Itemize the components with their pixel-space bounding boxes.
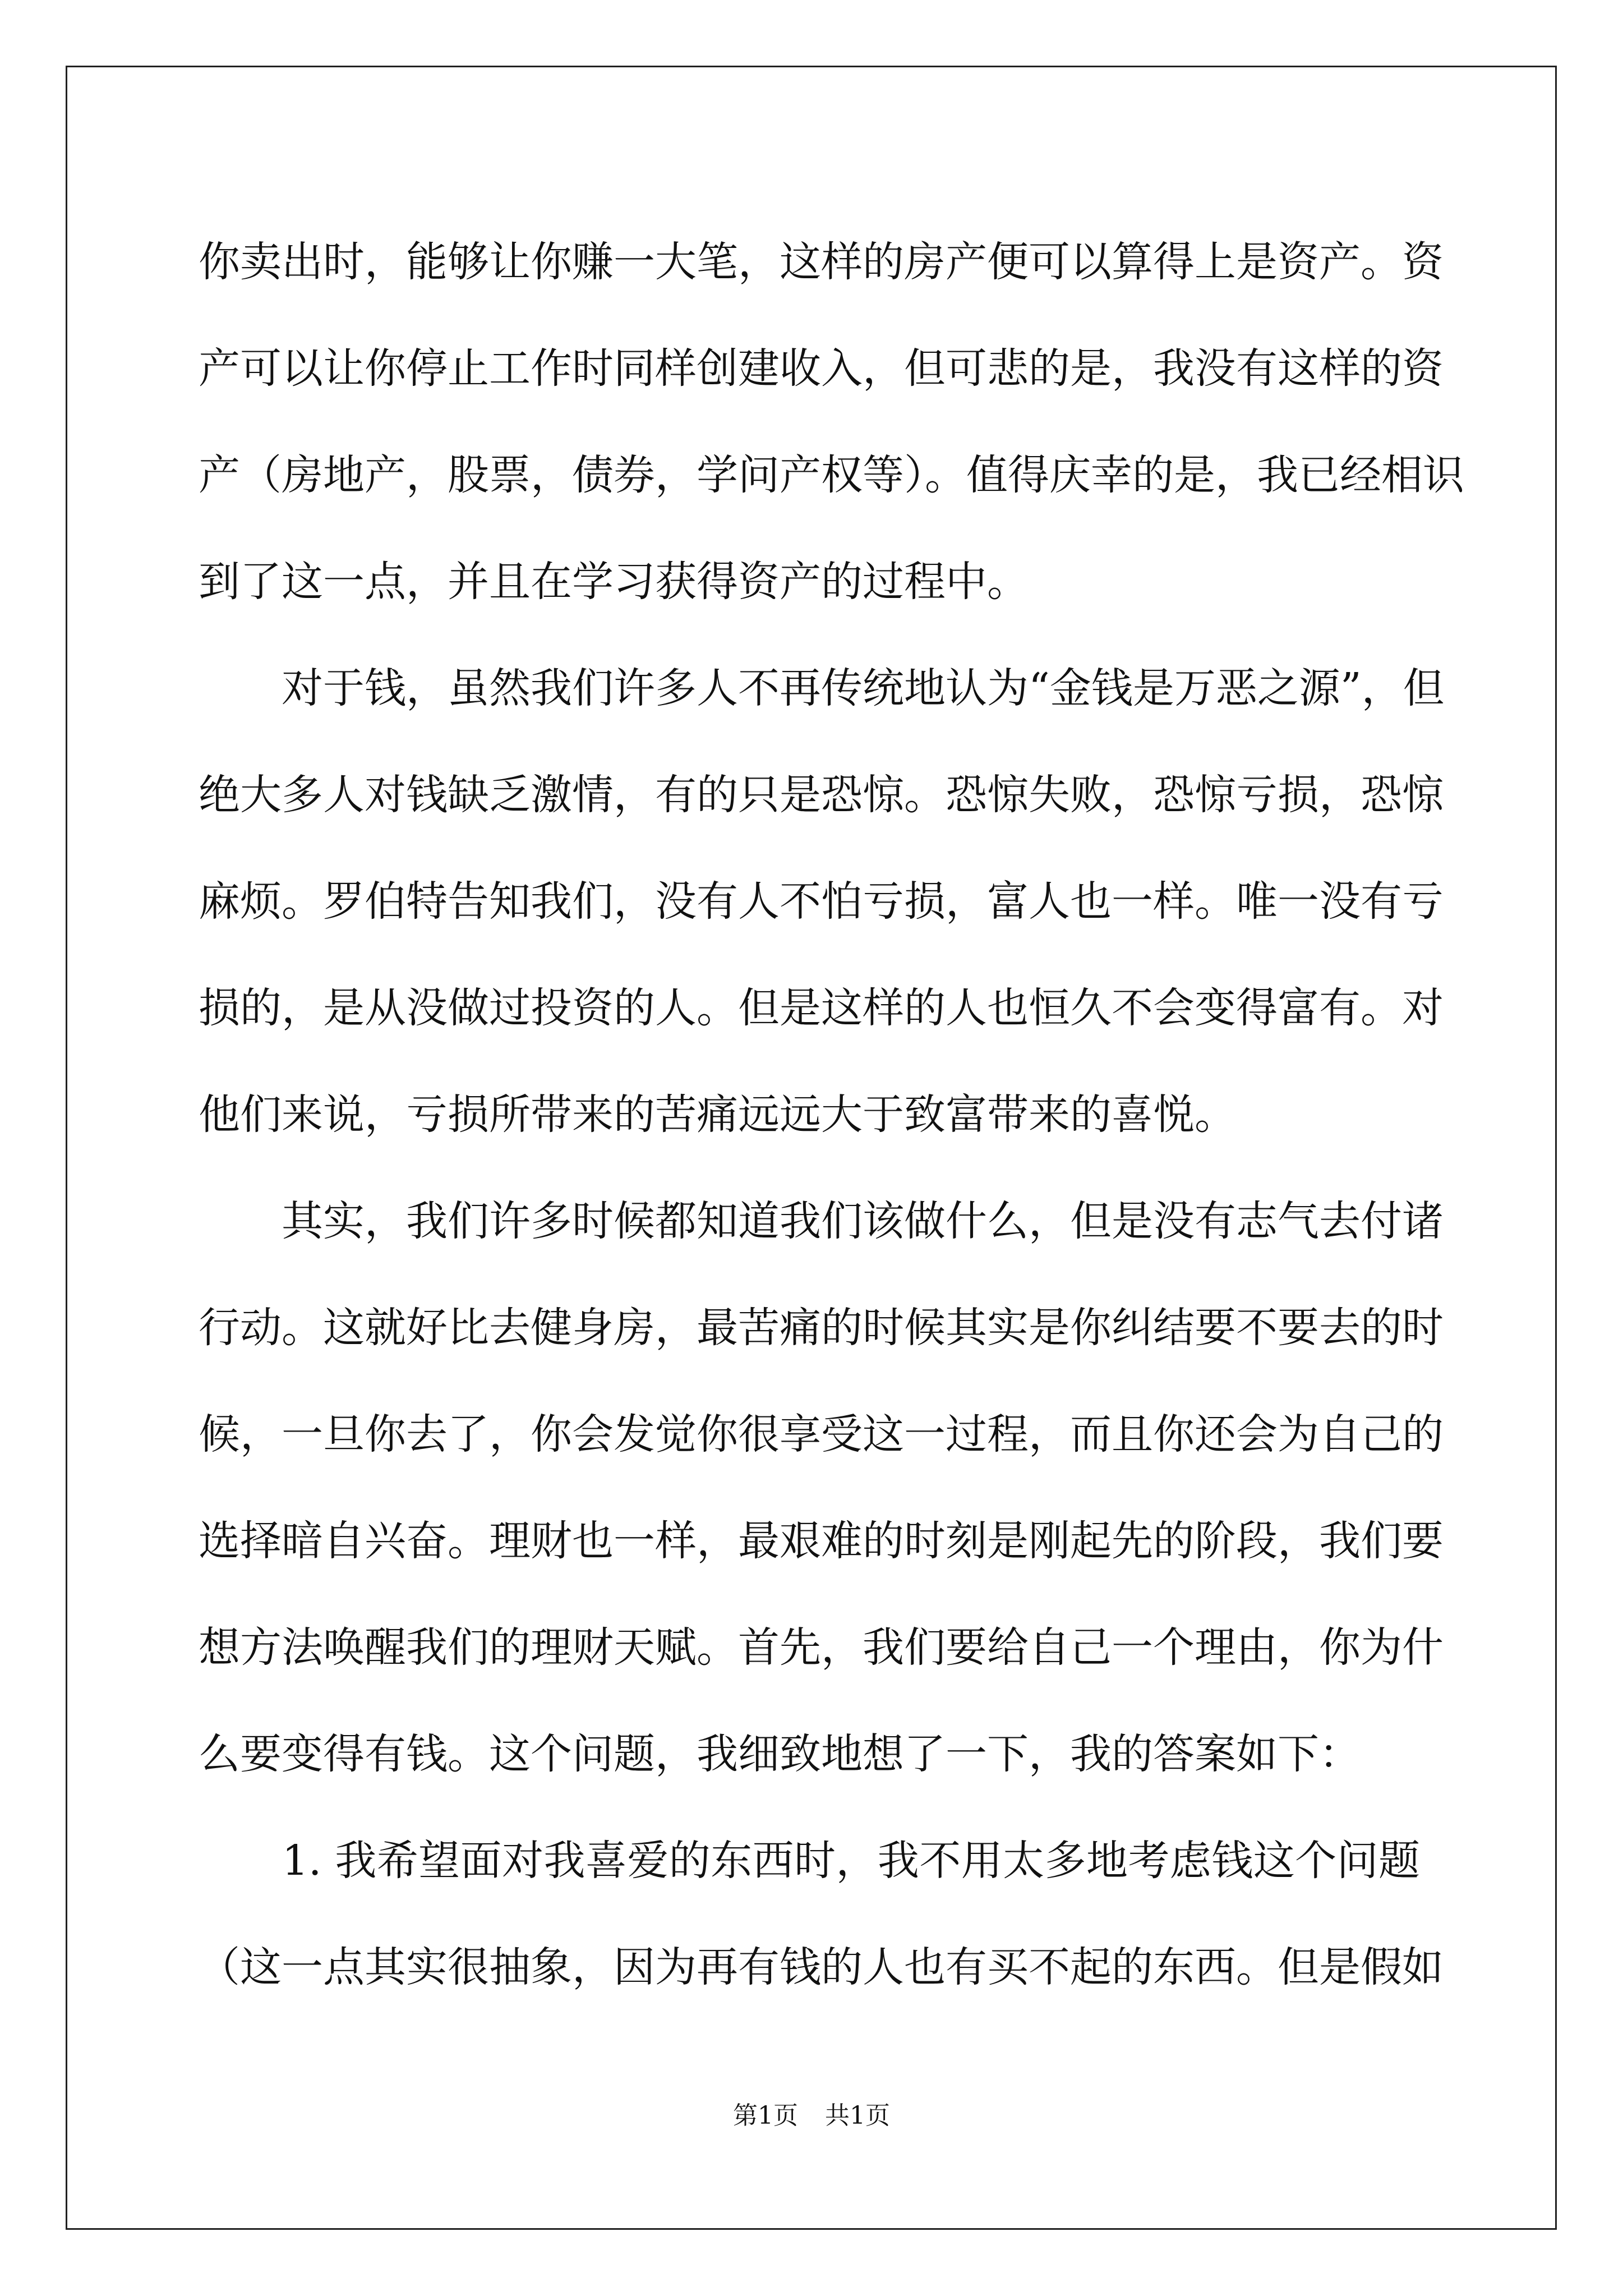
- text-line: 你卖出时，能够让你赚一大笔，这样的房产便可以算得上是资产。资: [199, 238, 1444, 286]
- text-line: 候，一旦你去了，你会发觉你很享受这一过程，而且你还会为自己的: [199, 1410, 1444, 1458]
- text-line: （这一点其实很抽象，因为再有钱的人也有买不起的东西。但是假如: [199, 1943, 1444, 1991]
- text-line: 到了这一点，并且在学习获得资产的过程中。: [199, 558, 1029, 606]
- page-total: 共1页: [825, 2101, 890, 2130]
- text-line: 产（房地产，股票，债券，学问产权等）。值得庆幸的是，我已经相识: [199, 451, 1464, 499]
- text-line: 他们来说，亏损所带来的苦痛远远大于致富带来的喜悦。: [199, 1091, 1236, 1139]
- text-line: 绝大多人对钱缺乏激情，有的只是恐惊。恐惊失败，恐惊亏损，恐惊: [199, 771, 1444, 819]
- text-line: 麻烦。罗伯特告知我们，没有人不怕亏损，富人也一样。唯一没有亏: [199, 877, 1444, 926]
- text-line: 选择暗自兴奋。理财也一样，最艰难的时刻是刚起先的阶段，我们要: [199, 1517, 1444, 1565]
- text-line: 产可以让你停止工作时同样创建收入，但可悲的是，我没有这样的资: [199, 344, 1444, 393]
- page-footer: [0, 2095, 1623, 2131]
- text-line: 损的，是从没做过投资的人。但是这样的人也恒久不会变得富有。对: [199, 984, 1444, 1032]
- text-line: 其实，我们许多时候都知道我们该做什么，但是没有志气去付诸: [199, 1197, 1444, 1245]
- text-line: 对于钱，虽然我们许多人不再传统地认为“金钱是万恶之源”，但: [199, 664, 1445, 712]
- text-line: 么要变得有钱。这个问题，我细致地想了一下，我的答案如下：: [199, 1730, 1361, 1778]
- text-line: 1. 我希望面对我喜爱的东西时，我不用太多地考虑钱这个问题: [199, 1837, 1420, 1885]
- text-line: 行动。这就好比去健身房，最苦痛的时候其实是你纠结要不要去的时: [199, 1304, 1444, 1352]
- text-line: 想方法唤醒我们的理财天赋。首先，我们要给自己一个理由，你为什: [199, 1623, 1444, 1672]
- page-number: 第1页: [733, 2101, 798, 2130]
- document-body: [199, 209, 1464, 2021]
